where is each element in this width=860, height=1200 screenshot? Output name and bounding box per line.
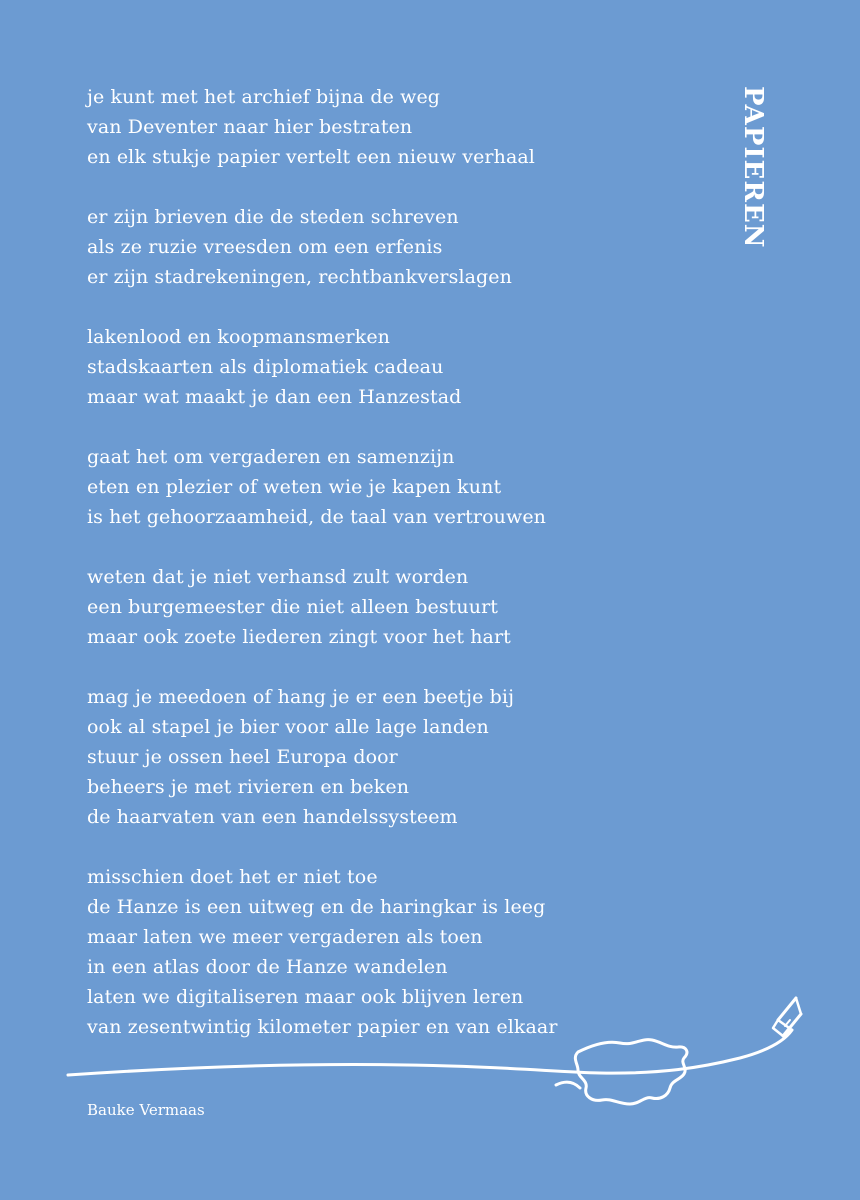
poem-line: weten dat je niet verhansd zult worden — [87, 566, 469, 588]
poem-line: ook al stapel je bier voor alle lage landen — [87, 716, 489, 738]
poem-line: lakenlood en koopmansmerken — [87, 326, 390, 348]
poem-line: maar ook zoete liederen zingt voor het hart — [87, 626, 511, 648]
poem-line: maar wat maakt je dan een Hanzestad — [87, 386, 462, 408]
stanza-3 — [87, 322, 707, 412]
poem-line: stadskaarten als diplomatiek cadeau — [87, 356, 444, 378]
poem-line: een burgemeester die niet alleen bestuurt — [87, 596, 498, 618]
poem-line: er zijn stadrekeningen, rechtbankverslagen — [87, 266, 512, 288]
poem-line: en elk stukje papier vertelt een nieuw verhaal — [87, 146, 535, 168]
poem-line: eten en plezier of weten wie je kapen kunt — [87, 476, 502, 498]
poem-line: misschien doet het er niet toe — [87, 866, 378, 888]
paper-scrap-curl — [556, 1082, 580, 1088]
author-name: Bauke Vermaas — [87, 1101, 205, 1119]
poem-line: je kunt met het archief bijna de weg — [87, 86, 441, 108]
stanza-5 — [87, 562, 707, 652]
stanza-7 — [87, 862, 707, 1042]
poem-line: in een atlas door de Hanze wandelen — [87, 956, 448, 978]
poem-line: stuur je ossen heel Europa door — [87, 746, 398, 768]
poem-line: beheers je met rivieren en beken — [87, 776, 410, 798]
poem-line: de haarvaten van een handelssysteem — [87, 806, 458, 828]
fountain-pen-icon — [773, 998, 801, 1036]
poem-line: van zesentwintig kilometer papier en van elkaar — [87, 1016, 558, 1038]
poem-title: PAPIEREN — [738, 86, 768, 249]
poem-line: mag je meedoen of hang je er een beetje bij — [87, 686, 515, 708]
poem-line: is het gehoorzaamheid, de taal van vertrouwen — [87, 506, 546, 528]
poem-line: van Deventer naar hier bestraten — [87, 116, 413, 138]
poem-line: maar laten we meer vergaderen als toen — [87, 926, 483, 948]
stanza-4 — [87, 442, 707, 532]
poem-body — [87, 82, 707, 1072]
poem-line: laten we digitaliseren maar ook blijven leren — [87, 986, 524, 1008]
stanza-1 — [87, 82, 707, 172]
poem-line: er zijn brieven die de steden schreven — [87, 206, 459, 228]
stanza-6 — [87, 682, 707, 832]
poem-line: gaat het om vergaderen en samenzijn — [87, 446, 455, 468]
poem-line: de Hanze is een uitweg en de haringkar is leeg — [87, 896, 546, 918]
stanza-2 — [87, 202, 707, 292]
poem-line: als ze ruzie vreesden om een erfenis — [87, 236, 443, 258]
